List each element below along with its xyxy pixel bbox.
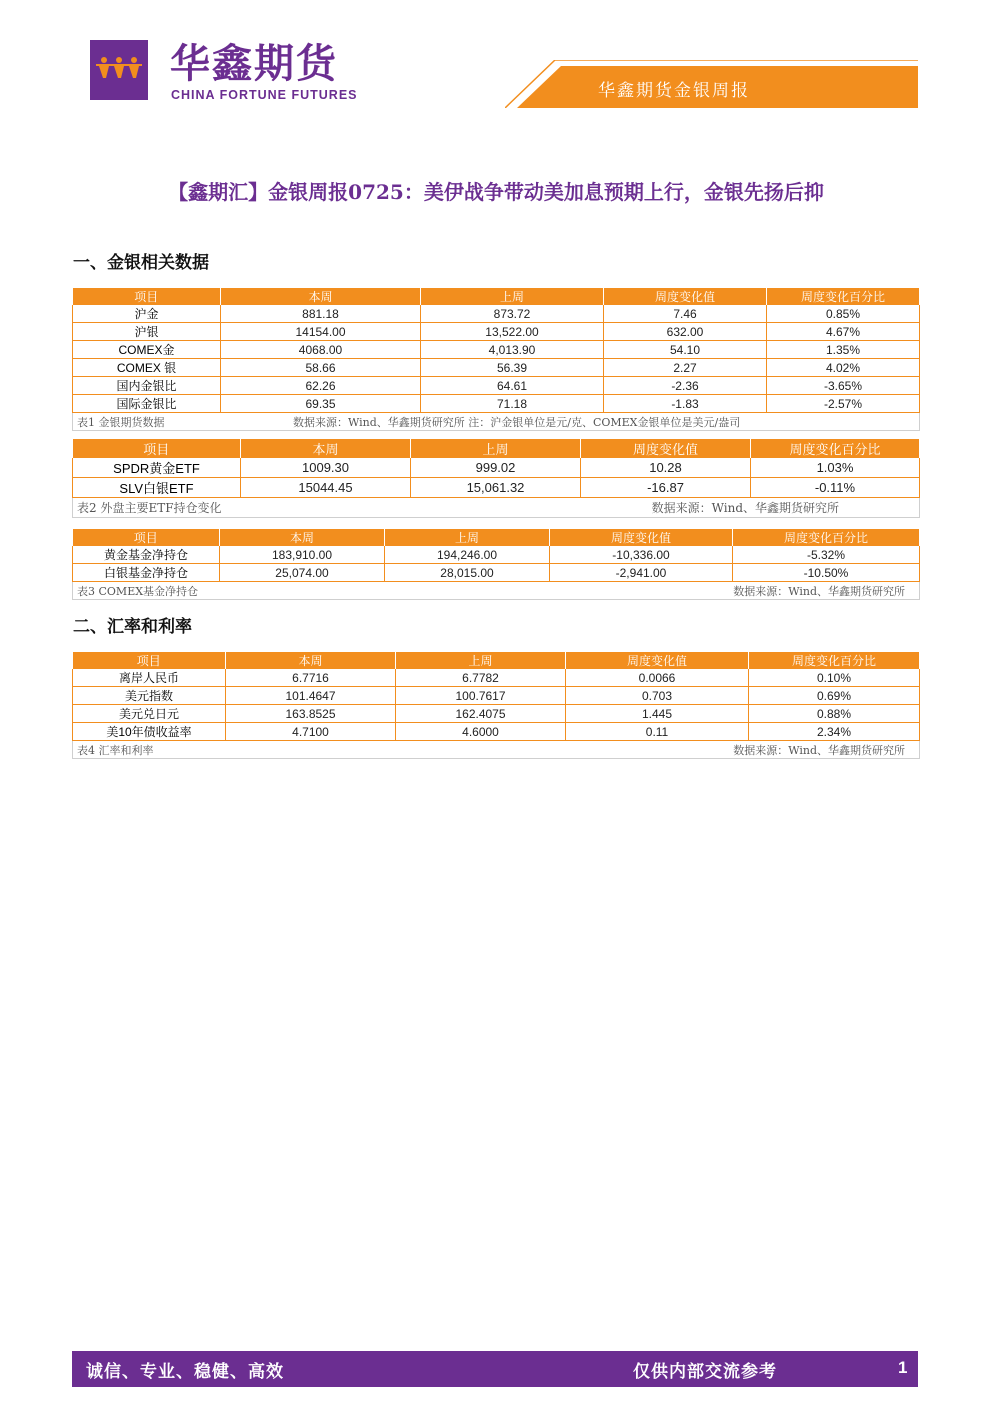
table-row xyxy=(73,323,920,341)
table-header-row xyxy=(73,288,920,305)
col-header: 本周 xyxy=(226,652,396,669)
row-label: 沪银 xyxy=(73,323,221,341)
cell-value: -2,941.00 xyxy=(550,564,733,582)
table-source-note: 数据来源：Wind、华鑫期货研究所 xyxy=(733,743,905,757)
brand-name-en: CHINA FORTUNE FUTURES xyxy=(171,88,358,102)
col-header: 本周 xyxy=(221,288,421,305)
table-caption-row xyxy=(73,498,920,518)
col-header: 项目 xyxy=(73,288,221,305)
table-comex-net-positions xyxy=(72,529,920,600)
table-caption: 表1 金银期货数据 xyxy=(77,415,165,429)
footer-disclaimer: 仅供内部交流参考 xyxy=(633,1362,777,1382)
cell-value: 194,246.00 xyxy=(385,546,550,564)
cell-value: 162.4075 xyxy=(396,705,566,723)
cell-value: 56.39 xyxy=(421,359,604,377)
col-header: 上周 xyxy=(421,288,604,305)
col-header: 周度变化百分比 xyxy=(751,439,920,458)
cell-value: 13,522.00 xyxy=(421,323,604,341)
col-header: 周度变化百分比 xyxy=(749,652,920,669)
cell-value: 4068.00 xyxy=(221,341,421,359)
table-caption: 表4 汇率和利率 xyxy=(77,743,154,757)
cell-value: 25,074.00 xyxy=(220,564,385,582)
table-row xyxy=(73,705,920,723)
row-label: COMEX金 xyxy=(73,341,221,359)
col-header: 本周 xyxy=(241,439,411,458)
table-caption-row xyxy=(73,582,920,600)
cell-value: 71.18 xyxy=(421,395,604,413)
cell-value: 6.7716 xyxy=(226,669,396,687)
table-row xyxy=(73,478,920,498)
col-header: 周度变化百分比 xyxy=(733,529,920,546)
cell-value: -10,336.00 xyxy=(550,546,733,564)
cell-value: -0.11% xyxy=(751,478,920,498)
cell-value: 7.46 xyxy=(604,305,767,323)
table-caption: 表3 COMEX基金净持仓 xyxy=(77,584,199,598)
table-caption-row xyxy=(73,741,920,759)
page-number: 1 xyxy=(898,1358,908,1377)
cell-value: 2.34% xyxy=(749,723,920,741)
cell-value: 0.703 xyxy=(566,687,749,705)
cell-value: 10.28 xyxy=(581,458,751,478)
table-row xyxy=(73,305,920,323)
cell-value: 62.26 xyxy=(221,377,421,395)
table-gold-silver-futures xyxy=(72,288,920,431)
col-header: 上周 xyxy=(385,529,550,546)
row-label: 美元指数 xyxy=(73,687,226,705)
col-header: 周度变化值 xyxy=(604,288,767,305)
cell-value: 15,061.32 xyxy=(411,478,581,498)
cell-value: 58.66 xyxy=(221,359,421,377)
cell-value: 873.72 xyxy=(421,305,604,323)
cell-value: 1.03% xyxy=(751,458,920,478)
table-row xyxy=(73,669,920,687)
col-header: 上周 xyxy=(396,652,566,669)
col-header: 周度变化值 xyxy=(581,439,751,458)
table-row xyxy=(73,395,920,413)
row-label: 国际金银比 xyxy=(73,395,221,413)
document-title: 【鑫期汇】金银周报0725：美伊战争带动美加息预期上行，金银先扬后抑 xyxy=(168,180,824,204)
col-header: 项目 xyxy=(73,439,241,458)
cell-value: 1.445 xyxy=(566,705,749,723)
cell-value: -2.57% xyxy=(767,395,920,413)
cell-value: -5.32% xyxy=(733,546,920,564)
cell-value: 101.4647 xyxy=(226,687,396,705)
cell-value: -2.36 xyxy=(604,377,767,395)
header-band-title: 华鑫期货金银周报 xyxy=(598,81,750,101)
cell-value: 881.18 xyxy=(221,305,421,323)
cell-value: 1009.30 xyxy=(241,458,411,478)
cell-value: 2.27 xyxy=(604,359,767,377)
table-row xyxy=(73,723,920,741)
cell-value: 15044.45 xyxy=(241,478,411,498)
cell-value: 4.6000 xyxy=(396,723,566,741)
cell-value: 0.85% xyxy=(767,305,920,323)
table-row xyxy=(73,564,920,582)
table-row xyxy=(73,341,920,359)
row-label: 美10年债收益率 xyxy=(73,723,226,741)
col-header: 周度变化值 xyxy=(550,529,733,546)
table-header-row xyxy=(73,652,920,669)
col-header: 周度变化百分比 xyxy=(767,288,920,305)
cell-value: -3.65% xyxy=(767,377,920,395)
cell-value: 4.67% xyxy=(767,323,920,341)
table-caption-row xyxy=(73,413,920,431)
cell-value: -10.50% xyxy=(733,564,920,582)
cell-value: 28,015.00 xyxy=(385,564,550,582)
row-label: 国内金银比 xyxy=(73,377,221,395)
table-source-note: 数据来源：Wind、华鑫期货研究所 注：沪金银单位是元/克、COMEX金银单位是美元/盎司 xyxy=(293,415,741,429)
cell-value: -1.83 xyxy=(604,395,767,413)
col-header: 上周 xyxy=(411,439,581,458)
table-caption: 表2 外盘主要ETF持仓变化 xyxy=(77,501,222,515)
row-label: 沪金 xyxy=(73,305,221,323)
row-label: SLV白银ETF xyxy=(73,478,241,498)
cell-value: 999.02 xyxy=(411,458,581,478)
cell-value: 4,013.90 xyxy=(421,341,604,359)
cell-value: 0.0066 xyxy=(566,669,749,687)
row-label: 美元兑日元 xyxy=(73,705,226,723)
col-header: 项目 xyxy=(73,652,226,669)
cell-value: 4.7100 xyxy=(226,723,396,741)
table-header-row xyxy=(73,529,920,546)
row-label: COMEX 银 xyxy=(73,359,221,377)
row-label: 离岸人民币 xyxy=(73,669,226,687)
cell-value: 0.10% xyxy=(749,669,920,687)
cell-value: 69.35 xyxy=(221,395,421,413)
row-label: 白银基金净持仓 xyxy=(73,564,220,582)
company-logo xyxy=(90,40,148,100)
brand-name-cn: 华鑫期货 xyxy=(170,41,338,87)
section-heading-gold-silver: 一、金银相关数据 xyxy=(73,253,209,273)
table-row xyxy=(73,546,920,564)
col-header: 周度变化值 xyxy=(566,652,749,669)
table-row xyxy=(73,458,920,478)
cell-value: 0.69% xyxy=(749,687,920,705)
table-header-row xyxy=(73,439,920,458)
cell-value: 0.11 xyxy=(566,723,749,741)
footer-motto: 诚信、专业、稳健、高效 xyxy=(86,1362,284,1382)
cell-value: 632.00 xyxy=(604,323,767,341)
cell-value: 4.02% xyxy=(767,359,920,377)
table-fx-and-rates xyxy=(72,652,920,759)
cell-value: 163.8525 xyxy=(226,705,396,723)
table-source-note: 数据来源：Wind、华鑫期货研究所 xyxy=(733,584,905,598)
row-label: SPDR黄金ETF xyxy=(73,458,241,478)
cell-value: -16.87 xyxy=(581,478,751,498)
table-source-note: 数据来源：Wind、华鑫期货研究所 xyxy=(651,501,839,515)
cell-value: 6.7782 xyxy=(396,669,566,687)
cell-value: 1.35% xyxy=(767,341,920,359)
table-row xyxy=(73,687,920,705)
section-heading-fx-rates: 二、汇率和利率 xyxy=(73,617,192,637)
table-row xyxy=(73,359,920,377)
col-header: 本周 xyxy=(220,529,385,546)
table-etf-holdings xyxy=(72,439,920,518)
cell-value: 183,910.00 xyxy=(220,546,385,564)
cell-value: 14154.00 xyxy=(221,323,421,341)
row-label: 黄金基金净持仓 xyxy=(73,546,220,564)
cell-value: 64.61 xyxy=(421,377,604,395)
cell-value: 0.88% xyxy=(749,705,920,723)
cell-value: 100.7617 xyxy=(396,687,566,705)
logo-figures-icon xyxy=(90,40,148,100)
col-header: 项目 xyxy=(73,529,220,546)
cell-value: 54.10 xyxy=(604,341,767,359)
table-row xyxy=(73,377,920,395)
